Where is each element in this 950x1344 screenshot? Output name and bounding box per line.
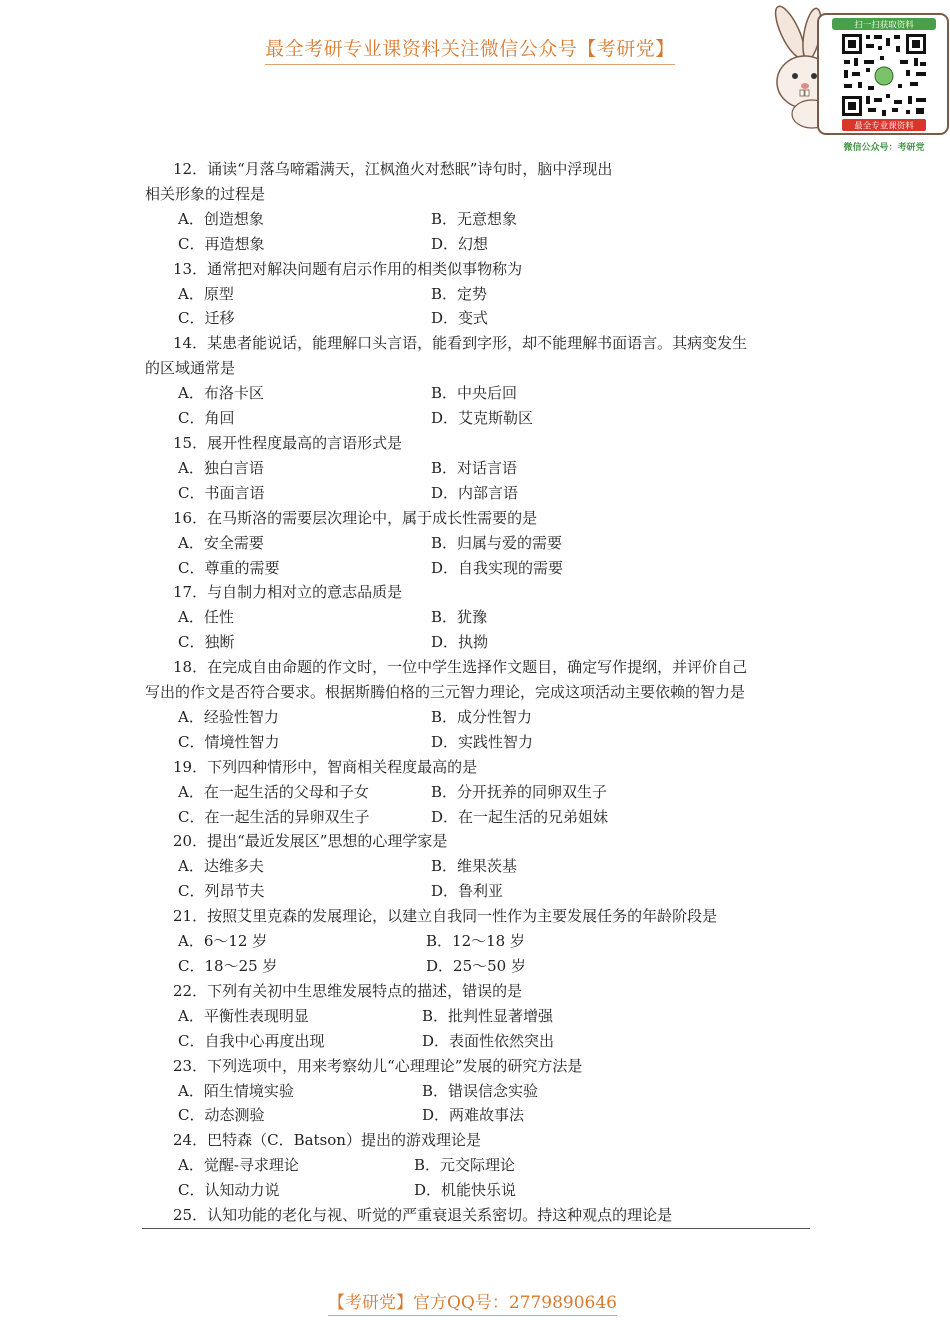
qr-caption: 微信公众号：考研党	[843, 143, 925, 153]
bottom-divider	[142, 1228, 810, 1229]
answer-option: B．无意想象	[431, 209, 518, 228]
question-item	[145, 979, 810, 1054]
answer-option: D．自我实现的需要	[431, 558, 564, 577]
answer-option: C．列昂节夫	[178, 882, 265, 901]
answer-option: D．鲁利亚	[431, 882, 504, 901]
option-row	[145, 1103, 810, 1128]
answer-option: C．在一起生活的异卵双生子	[178, 807, 370, 826]
qr-bottom-label: 最全专业课资料	[854, 121, 914, 132]
answer-option: B．12～18 岁	[426, 932, 525, 951]
answer-option: D．机能快乐说	[414, 1181, 517, 1200]
question-stem: 22．下列有关初中生思维发展特点的描述，错误的是	[173, 981, 523, 1000]
qr-badge	[760, 2, 950, 160]
option-row	[145, 207, 810, 232]
answer-option: D．表面性依然突出	[422, 1031, 555, 1050]
answer-option: C．尊重的需要	[178, 558, 280, 577]
answer-option: D．内部言语	[431, 483, 519, 502]
answer-option: A．6～12 岁	[178, 932, 268, 951]
question-stem: 24．巴特森（C．Batson）提出的游戏理论是	[173, 1131, 481, 1150]
question-stem: 15．展开性程度最高的言语形式是	[173, 433, 403, 452]
question-stem: 14．某患者能说话，能理解口头言语，能看到字形，却不能理解书面语言。其病变发生	[173, 334, 748, 353]
option-row	[145, 282, 810, 307]
question-stem: 21．按照艾里克森的发展理论，以建立自我同一性作为主要发展任务的年龄阶段是	[173, 907, 718, 926]
answer-option: D．25～50 岁	[426, 957, 526, 975]
answer-option: A．独白言语	[178, 458, 264, 477]
question-stem: 17．与自制力相对立的意志品质是	[173, 583, 403, 602]
option-row	[145, 306, 810, 331]
option-row	[145, 805, 810, 830]
answer-option: D．两难故事法	[422, 1106, 525, 1125]
option-row	[145, 1153, 810, 1178]
question-stem: 19．下列四种情形中，智商相关程度最高的是	[173, 757, 478, 776]
answer-option: D．变式	[431, 309, 489, 328]
option-row	[145, 854, 810, 879]
question-item	[145, 580, 810, 655]
question-stem: 12．诵读“月落乌啼霜满天，江枫渔火对愁眠”诗句时，脑中浮现出	[173, 160, 613, 178]
option-row	[145, 556, 810, 581]
answer-option: A．陌生情境实验	[178, 1081, 294, 1100]
option-row	[145, 1029, 810, 1054]
option-row	[145, 730, 810, 755]
answer-option: C．再造想象	[178, 234, 265, 253]
option-row	[145, 381, 810, 406]
answer-option: A．原型	[178, 284, 234, 303]
question-item	[145, 655, 810, 755]
answer-option: B．中央后回	[431, 384, 518, 403]
answer-option: A．觉醒-寻求理论	[178, 1156, 299, 1175]
question-item	[145, 431, 810, 506]
answer-option: C．认知动力说	[178, 1181, 280, 1200]
question-item	[145, 1128, 810, 1203]
answer-option: A．平衡性表现明显	[178, 1006, 309, 1025]
answer-option: D．在一起生活的兄弟姐妹	[431, 807, 609, 826]
question-item	[145, 1054, 810, 1129]
answer-option: D．执拗	[431, 633, 489, 652]
answer-option: C．情境性智力	[178, 732, 280, 751]
answer-option: A．创造想象	[178, 209, 264, 228]
answer-option: A．达维多夫	[178, 857, 264, 876]
answer-option: B．元交际理论	[414, 1156, 516, 1175]
answer-option: D．艾克斯勒区	[431, 409, 534, 428]
question-item	[145, 257, 810, 332]
question-stem: 18．在完成自由命题的作文时，一位中学生选择作文题目，确定写作提纲，并评价自己	[173, 658, 748, 677]
qr-top-label: 扫一扫获取资料	[854, 20, 914, 31]
answer-option: B．对话言语	[431, 458, 518, 477]
option-row	[145, 879, 810, 904]
question-stem: 25．认知功能的老化与视、听觉的严重衰退关系密切。持这种观点的理论是	[173, 1206, 673, 1225]
header-title-text: 最全考研专业课资料关注微信公众号【考研党】	[265, 34, 675, 65]
question-stem-continuation: 相关形象的过程是	[145, 184, 266, 203]
question-stem: 13．通常把对解决问题有启示作用的相类似事物称为	[173, 259, 523, 278]
answer-option: B．分开抚养的同卵双生子	[431, 782, 608, 801]
option-row	[145, 630, 810, 655]
option-row	[145, 481, 810, 506]
question-item	[145, 1203, 810, 1228]
answer-option: B．批判性显著增强	[422, 1006, 554, 1025]
option-row	[145, 531, 810, 556]
answer-option: C．自我中心再度出现	[178, 1031, 325, 1050]
answer-option: C．18～25 岁	[178, 957, 278, 975]
answer-option: C．书面言语	[178, 483, 265, 502]
question-item	[145, 331, 810, 431]
option-row	[145, 406, 810, 431]
option-row	[145, 1178, 810, 1203]
answer-option: B．归属与爱的需要	[431, 533, 563, 552]
answer-option: A．任性	[178, 608, 234, 627]
option-row	[145, 456, 810, 481]
answer-option: C．独断	[178, 633, 235, 652]
question-item	[145, 904, 810, 979]
answer-option: B．错误信念实验	[422, 1081, 539, 1100]
answer-option: B．定势	[431, 284, 488, 303]
option-row	[145, 1079, 810, 1104]
option-row	[145, 954, 810, 979]
question-stem: 23．下列选项中，用来考察幼儿“心理理论”发展的研究方法是	[173, 1056, 583, 1075]
question-stem-continuation: 写出的作文是否符合要求。根据斯腾伯格的三元智力理论，完成这项活动主要依赖的智力是	[145, 683, 746, 702]
answer-option: A．安全需要	[178, 533, 264, 552]
answer-option: D．实践性智力	[431, 732, 534, 751]
qr-code-icon	[840, 32, 928, 118]
answer-option: B．犹豫	[431, 608, 488, 627]
answer-option: A．布洛卡区	[178, 384, 264, 403]
answer-option: A．经验性智力	[178, 707, 279, 726]
answer-option: C．角回	[178, 409, 235, 428]
answer-option: C．动态测验	[178, 1106, 265, 1125]
answer-option: C．迁移	[178, 309, 235, 328]
option-row	[145, 705, 810, 730]
answer-option: B．维果茨基	[431, 857, 518, 876]
option-row	[145, 929, 810, 954]
answer-option: A．在一起生活的父母和子女	[178, 782, 369, 801]
option-row	[145, 1004, 810, 1029]
question-stem-continuation: 的区域通常是	[145, 359, 236, 378]
question-list	[145, 157, 810, 1228]
answer-option: B．成分性智力	[431, 707, 533, 726]
option-row	[145, 780, 810, 805]
footer	[0, 1288, 950, 1316]
question-item	[145, 157, 810, 257]
answer-option: D．幻想	[431, 234, 489, 253]
question-stem: 16．在马斯洛的需要层次理论中，属于成长性需要的是	[173, 508, 538, 527]
question-item	[145, 829, 810, 904]
option-row	[145, 605, 810, 630]
question-stem: 20．提出“最近发展区”思想的心理学家是	[173, 832, 448, 851]
question-item	[145, 506, 810, 581]
question-item	[145, 755, 810, 830]
footer-text: 【考研党】官方QQ号：2779890646	[328, 1288, 617, 1316]
option-row	[145, 232, 810, 257]
